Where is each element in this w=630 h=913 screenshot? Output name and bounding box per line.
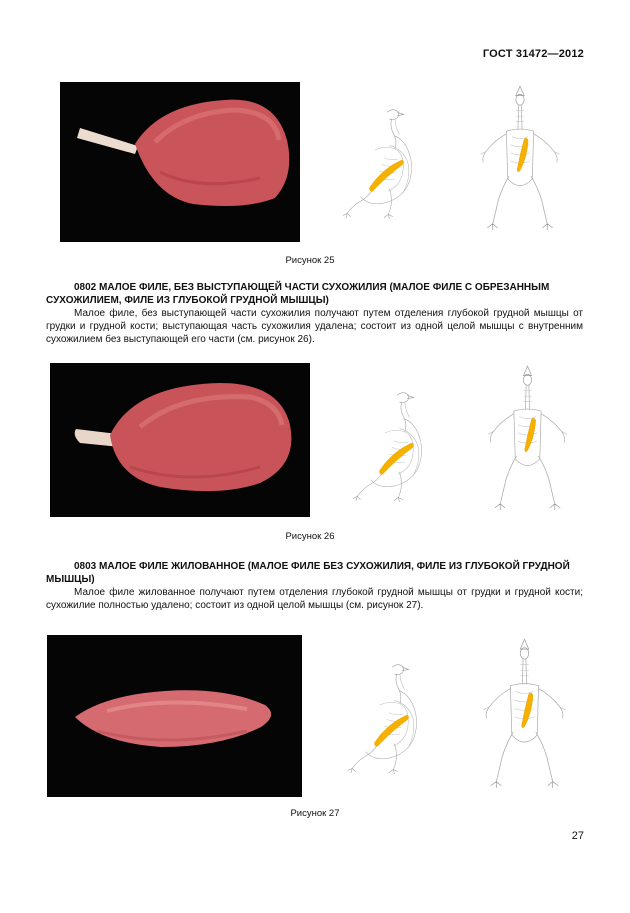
figure-26-caption: Рисунок 26 bbox=[285, 531, 335, 542]
figure-27-caption: Рисунок 27 bbox=[290, 808, 340, 819]
figure-27-photo bbox=[47, 635, 302, 797]
figure-25-photo bbox=[60, 82, 300, 242]
figure-25-skeleton-front bbox=[455, 82, 585, 232]
figure-26-skeleton-front bbox=[465, 362, 590, 512]
section-0803-heading: 0803 МАЛОЕ ФИЛЕ ЖИЛОВАННОЕ (МАЛОЕ ФИЛЕ БЕЗ СУХОЖИЛИЯ, ФИЛЕ ИЗ ГЛУБОКОЙ ГРУДНОЙ МЫШЦЫ) bbox=[46, 561, 570, 585]
figure-26-skeleton-side bbox=[315, 383, 455, 508]
section-0803-text: Малое филе жилованное получают путем отделения глубокой грудной мышцы от грудки и грудной кости; сухожилие полностью удалено; состоит из одной целой мышцы (см. рисунок 27). bbox=[46, 587, 583, 611]
figure-27-skeleton-side bbox=[310, 655, 450, 780]
figure-25-caption: Рисунок 25 bbox=[285, 255, 335, 266]
figure-25-skeleton-side bbox=[305, 100, 445, 225]
figure-27-skeleton-front bbox=[462, 635, 587, 790]
section-0802-text: Малое филе, без выступающей части сухожилия получают путем отделения глубокой грудной мышцы от грудки и грудной кости; выступающая часть сухожилия удалена; состоит из одной целой мышцы с внутренним сухожилием без выступающей его части (см. рисунок 26). bbox=[46, 308, 583, 345]
standard-header: ГОСТ 31472—2012 bbox=[482, 48, 584, 60]
figure-26-photo bbox=[50, 363, 310, 517]
page-number: 27 bbox=[571, 830, 584, 842]
section-0802-heading: 0802 МАЛОЕ ФИЛЕ, БЕЗ ВЫСТУПАЮЩЕЙ ЧАСТИ СУХОЖИЛИЯ (МАЛОЕ ФИЛЕ С ОБРЕЗАННЫМ СУХОЖИЛИЕМ, ФИЛЕ ИЗ ГЛУБОКОЙ ГРУДНОЙ МЫШЦЫ) bbox=[46, 282, 550, 306]
